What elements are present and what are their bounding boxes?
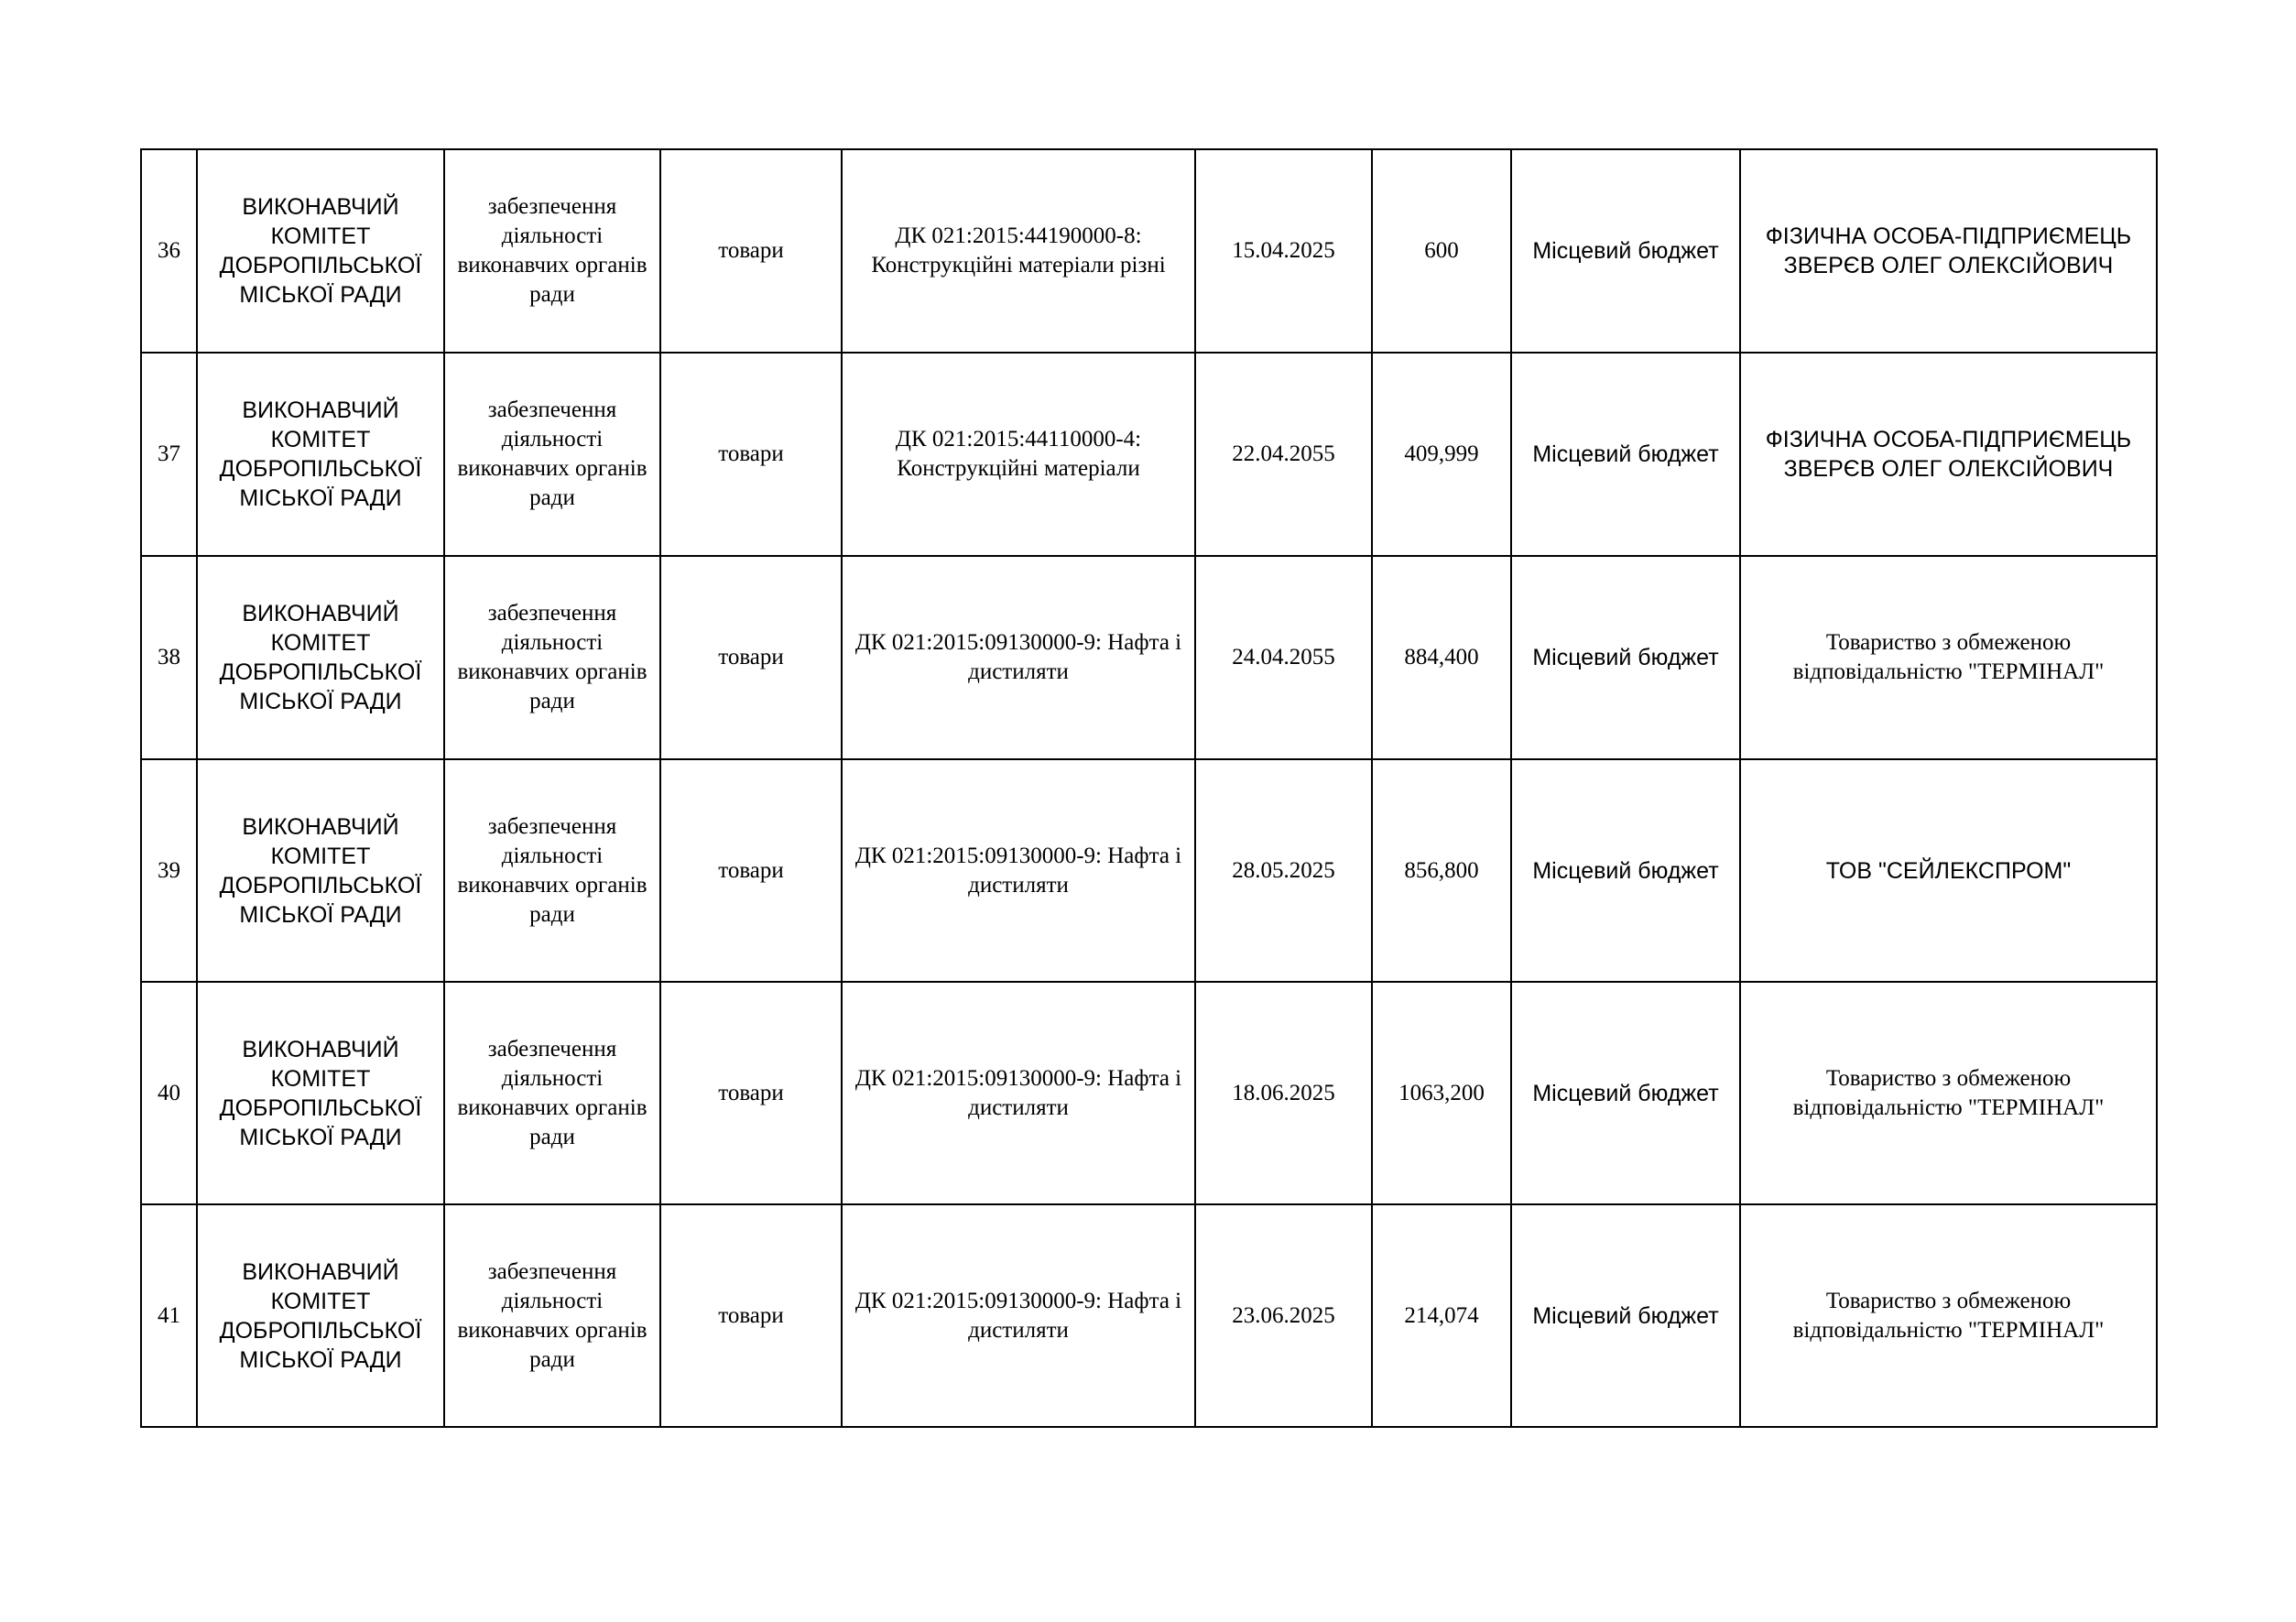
date-cell: 18.06.2025 (1195, 982, 1372, 1204)
purpose-cell: забезпечення діяльності виконавчих органів ради (444, 982, 660, 1204)
supplier-cell: Товариство з обмеженою відповідальністю "ТЕРМІНАЛ" (1740, 1204, 2157, 1427)
amount-cell: 600 (1372, 149, 1511, 353)
amount-cell: 1063,200 (1372, 982, 1511, 1204)
row-number: 38 (141, 556, 197, 759)
supplier-cell: ФІЗИЧНА ОСОБА-ПІДПРИЄМЕЦЬ ЗВЕРЄВ ОЛЕГ ОЛЕКСІЙОВИЧ (1740, 353, 2157, 556)
amount-cell: 856,800 (1372, 759, 1511, 982)
purpose-cell: забезпечення діяльності виконавчих органів ради (444, 556, 660, 759)
procurement-type-cell: товари (660, 982, 842, 1204)
customer-cell: ВИКОНАВЧИЙ КОМІТЕТ ДОБРОПІЛЬСЬКОЇ МІСЬКОЇ РАДИ (197, 353, 444, 556)
funding-source-cell: Місцевий бюджет (1511, 556, 1740, 759)
funding-source-cell: Місцевий бюджет (1511, 353, 1740, 556)
table-row (141, 982, 2157, 1204)
funding-source-cell: Місцевий бюджет (1511, 149, 1740, 353)
procurement-type-cell: товари (660, 1204, 842, 1427)
procurement-table (140, 148, 2158, 1428)
funding-source-cell: Місцевий бюджет (1511, 982, 1740, 1204)
row-number: 41 (141, 1204, 197, 1427)
supplier-cell: ФІЗИЧНА ОСОБА-ПІДПРИЄМЕЦЬ ЗВЕРЄВ ОЛЕГ ОЛЕКСІЙОВИЧ (1740, 149, 2157, 353)
row-number: 36 (141, 149, 197, 353)
customer-cell: ВИКОНАВЧИЙ КОМІТЕТ ДОБРОПІЛЬСЬКОЇ МІСЬКОЇ РАДИ (197, 149, 444, 353)
date-cell: 24.04.2055 (1195, 556, 1372, 759)
amount-cell: 884,400 (1372, 556, 1511, 759)
procurement-type-cell: товари (660, 759, 842, 982)
subject-cell: ДК 021:2015:09130000-9: Нафта і дистиляти (842, 759, 1195, 982)
table-row (141, 1204, 2157, 1427)
table-row (141, 759, 2157, 982)
row-number: 39 (141, 759, 197, 982)
customer-cell: ВИКОНАВЧИЙ КОМІТЕТ ДОБРОПІЛЬСЬКОЇ МІСЬКОЇ РАДИ (197, 556, 444, 759)
customer-cell: ВИКОНАВЧИЙ КОМІТЕТ ДОБРОПІЛЬСЬКОЇ МІСЬКОЇ РАДИ (197, 982, 444, 1204)
subject-cell: ДК 021:2015:09130000-9: Нафта і дистиляти (842, 556, 1195, 759)
funding-source-cell: Місцевий бюджет (1511, 1204, 1740, 1427)
date-cell: 28.05.2025 (1195, 759, 1372, 982)
table-row (141, 353, 2157, 556)
purpose-cell: забезпечення діяльності виконавчих органів ради (444, 759, 660, 982)
supplier-cell: ТОВ "СЕЙЛЕКСПРОМ" (1740, 759, 2157, 982)
supplier-cell: Товариство з обмеженою відповідальністю "ТЕРМІНАЛ" (1740, 982, 2157, 1204)
amount-cell: 409,999 (1372, 353, 1511, 556)
subject-cell: ДК 021:2015:09130000-9: Нафта і дистиляти (842, 982, 1195, 1204)
subject-cell: ДК 021:2015:44110000-4: Конструкційні матеріали (842, 353, 1195, 556)
row-number: 37 (141, 353, 197, 556)
table-row (141, 556, 2157, 759)
row-number: 40 (141, 982, 197, 1204)
subject-cell: ДК 021:2015:09130000-9: Нафта і дистиляти (842, 1204, 1195, 1427)
customer-cell: ВИКОНАВЧИЙ КОМІТЕТ ДОБРОПІЛЬСЬКОЇ МІСЬКОЇ РАДИ (197, 1204, 444, 1427)
customer-cell: ВИКОНАВЧИЙ КОМІТЕТ ДОБРОПІЛЬСЬКОЇ МІСЬКОЇ РАДИ (197, 759, 444, 982)
date-cell: 23.06.2025 (1195, 1204, 1372, 1427)
supplier-cell: Товариство з обмеженою відповідальністю "ТЕРМІНАЛ" (1740, 556, 2157, 759)
procurement-type-cell: товари (660, 556, 842, 759)
date-cell: 15.04.2025 (1195, 149, 1372, 353)
amount-cell: 214,074 (1372, 1204, 1511, 1427)
procurement-type-cell: товари (660, 353, 842, 556)
purpose-cell: забезпечення діяльності виконавчих органів ради (444, 353, 660, 556)
funding-source-cell: Місцевий бюджет (1511, 759, 1740, 982)
table-row (141, 149, 2157, 353)
subject-cell: ДК 021:2015:44190000-8: Конструкційні матеріали різні (842, 149, 1195, 353)
date-cell: 22.04.2055 (1195, 353, 1372, 556)
purpose-cell: забезпечення діяльності виконавчих органів ради (444, 149, 660, 353)
procurement-type-cell: товари (660, 149, 842, 353)
purpose-cell: забезпечення діяльності виконавчих органів ради (444, 1204, 660, 1427)
